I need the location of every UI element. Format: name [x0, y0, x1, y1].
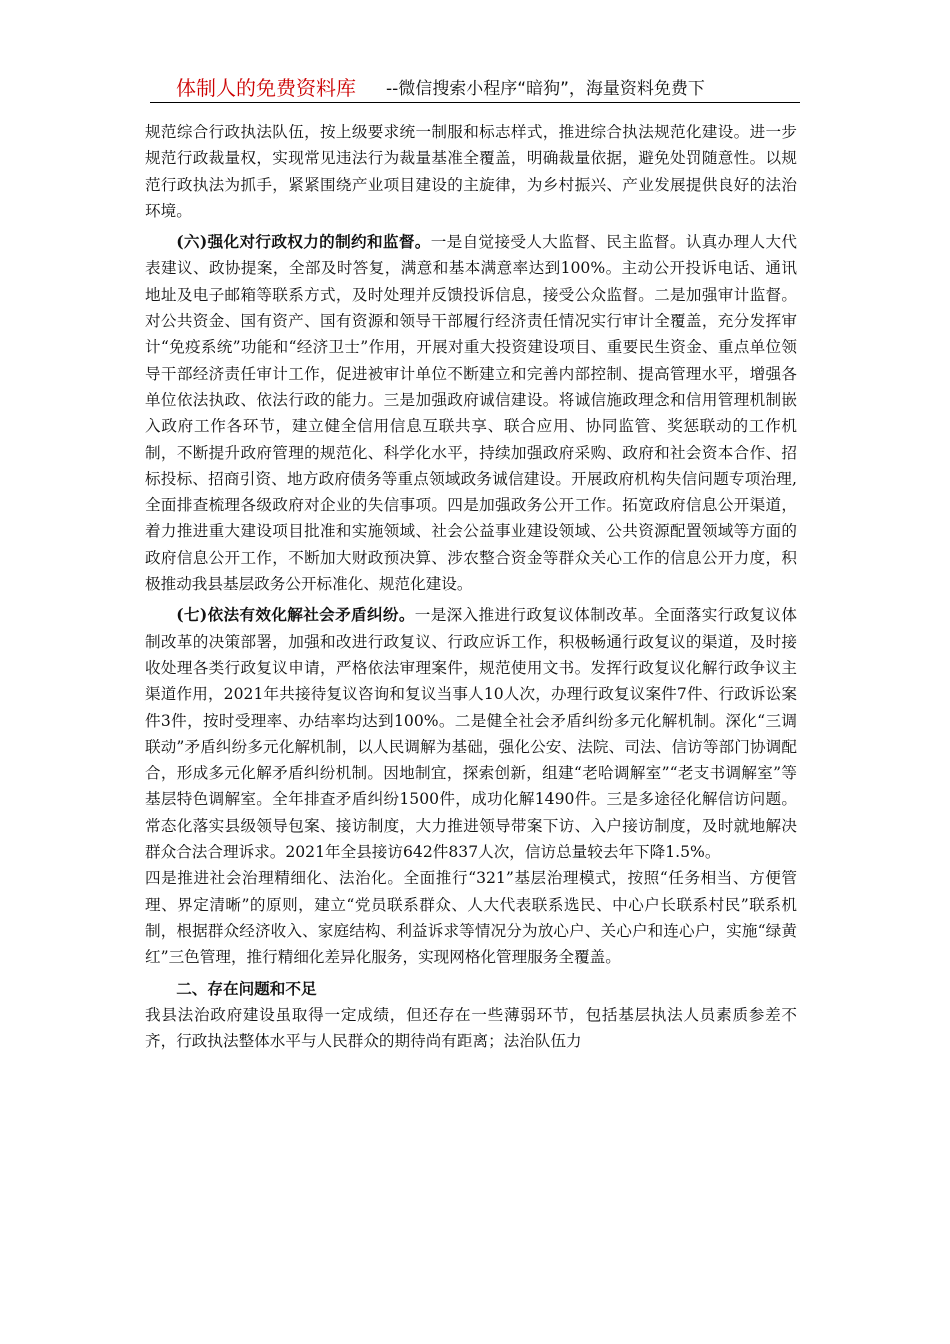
paragraph-problems: 我县法治政府建设虽取得一定成绩，但还存在一些薄弱环节，包括基层执法人员素质参差不齐，行政执法整体水平与人民群众的期待尚有距离；法治队伍力	[145, 1005, 797, 1051]
paragraph-section-6	[145, 229, 797, 597]
section-7-lead: (七)依法有效化解社会矛盾纠纷。	[176, 605, 415, 625]
section-7-text: 一是深入推进行政复议体制改革。全面落实行政复议体制改革的决策部署，加强和改进行政复议、行政应诉工作，积极畅通行政复议的渠道，及时接收处理各类行政复议申请，严格依法审理案件，规范使用文书。发挥行政复议化解行政争议主渠道作用，2021年共接待复议咨询和复议当事人10人次，办理行政复议案件7件、行政诉讼案件3件，按时受理率、办结率均达到100%。二是健全社会矛盾纠纷多元化解机制。深化“三调联动”矛盾纠纷多元化解机制，以人民调解为基础，强化公安、法院、司法、信访等部门协调配合，形成多元化解矛盾纠纷机制。因地制宜，探索创新，组建“老哈调解室”“老支书调解室”等基层特色调解室。全年排查矛盾纠纷1500件，成功化解1490件。三是多途径化解信访问题。常态化落实县级领导包案、接访制度，大力推进领导带案下访、入户接访制度，及时就地解决群众合法合理诉求。2021年全县接访642件837人次，信访总量较去年下降1.5%。	[145, 606, 797, 862]
paragraph-continuation: 规范综合行政执法队伍，按上级要求统一制服和标志样式，推进综合执法规范化建设。进一步规范行政裁量权，实现常见违法行为裁量基准全覆盖，明确裁量依据，避免处罚随意性。以规范行政执法为抓手，紧紧围绕产业项目建设的主旋律，为乡村振兴、产业发展提供良好的法治环境。	[145, 123, 797, 220]
paragraph-social-governance: 四是推进社会治理精细化、法治化。全面推行“321”基层治理模式，按照“任务相当、方便管理、界定清晰”的原则，建立“党员联系群众、人大代表联系选民、中心户长联系村民”联系机制，根据群众经济收入、家庭结构、利益诉求等情况分为放心户、关心户和连心户，实施“绿黄红”三色管理，推行精细化差异化服务，实现网格化管理服务全覆盖。	[145, 869, 797, 967]
document-body	[145, 119, 797, 1054]
header-tagline: --微信搜索小程序“暗狗”，海量资料免费下	[386, 79, 705, 99]
section-6-text: 一是自觉接受人大监督、民主监督。认真办理人大代表建议、政协提案，全部及时答复，满意和基本满意率达到100%。主动公开投诉电话、通讯地址及电子邮箱等联系方式，及时处理并反馈投诉信息，接受公众监督。二是加强审计监督。对公共资金、国有资产、国有资源和领导干部履行经济责任情况实行审计全覆盖，充分发挥审计“免疫系统”功能和“经济卫士”作用，开展对重大投资建设项目、重要民生资金、重点单位领导干部经济责任审计工作，促进被审计单位不断建立和完善内部控制、提高管理水平，增强各单位依法执政、依法行政的能力。三是加强政府诚信建设。将诚信施政理念和信用管理机制嵌入政府工作各环节，建立健全信用信息互联共享、联合应用、协同监管、奖惩联动的工作机制，不断提升政府管理的规范化、科学化水平，持续加强政府采购、政府和社会资本合作、招标投标、招商引资、地方政府债务等重点领域政务诚信建设。开展政府机构失信问题专项治理,全面排查梳理各级政府对企业的失信事项。四是加强政务公开工作。拓宽政府信息公开渠道，着力推进重大建设项目批准和实施领域、社会公益事业建设领域、公共资源配置领域等方面的政府信息公开工作，不断加大财政预决算、涉农整合资金等群众关心工作的信息公开力度，积极推动我县基层政务公开标准化、规范化建设。	[145, 233, 797, 594]
section-heading-problems: 二、存在问题和不足	[176, 978, 317, 998]
header-brand: 体制人的免费资料库	[176, 76, 356, 100]
paragraph-section-7	[145, 602, 797, 865]
section-6-lead: (六)强化对行政权力的制约和监督。	[176, 232, 431, 252]
page-header	[150, 68, 800, 103]
